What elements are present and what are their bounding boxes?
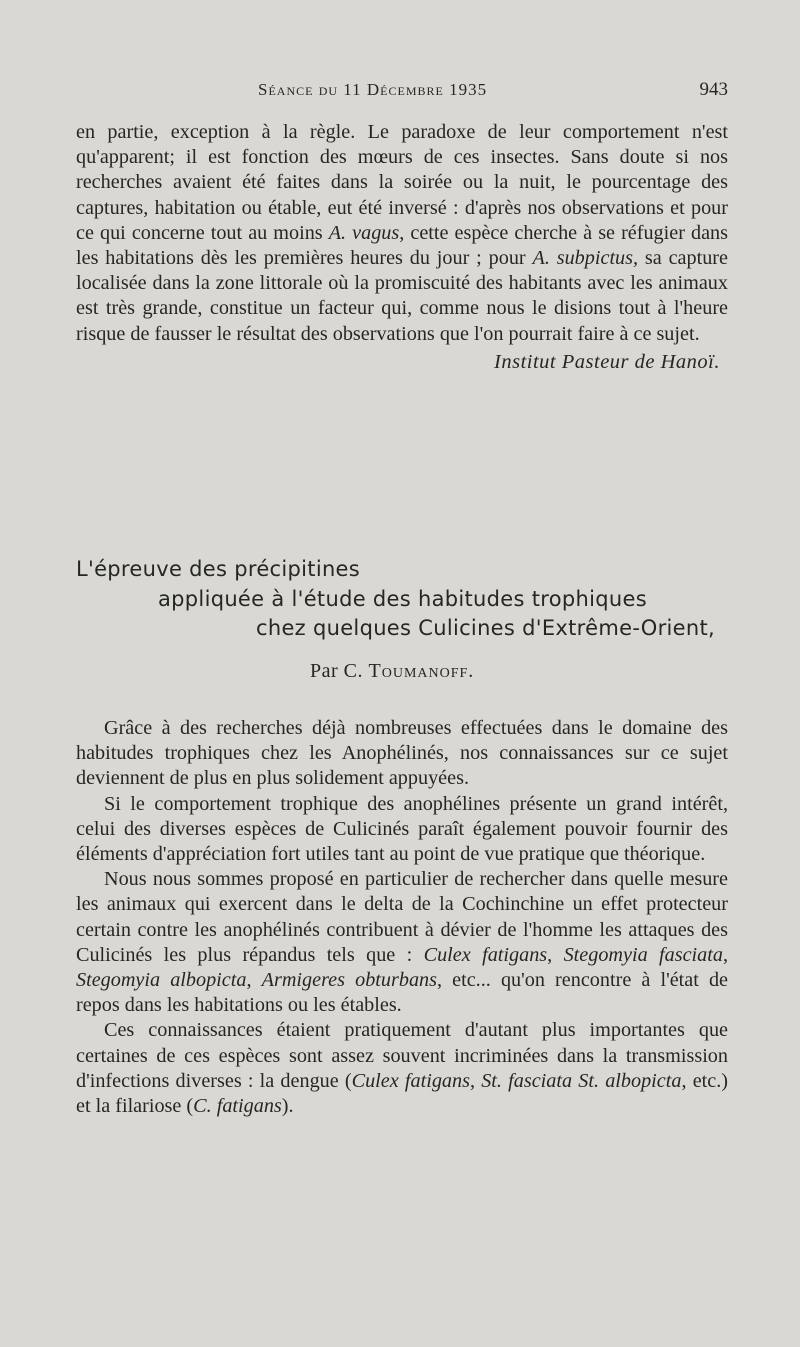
species-name: A. subpictus,	[532, 247, 639, 270]
author-name: Toumanoff.	[368, 660, 475, 682]
species-name: Armigeres obturbans	[261, 969, 437, 992]
species-name: St. fasciata St. albopicta	[481, 1069, 682, 1092]
article2-paragraph-3: Nous nous sommes proposé en particulier de rechercher dans quelle mesure les animaux qui exercent dans le delta de la Cochinchine un effet protecteur certain contre les anophélinés contribuent à dévier de l'homme les attaques des Culicinés les plus répandus tels que : Culex fatigans, Stegomyia fasciata, Stegomyia albopicta, Armigeres obturbans, etc... qu'on rencontre à l'état de repos dans les habitations ou les étables.	[76, 868, 729, 1017]
page-number: 943	[699, 79, 728, 100]
species-name: C. fatigans	[193, 1095, 282, 1118]
article2-body	[76, 716, 728, 1119]
species-name: Culex fatigans	[351, 1069, 470, 1092]
article2-paragraph-2: Si le comportement trophique des anophélines présente un grand intérêt, celui des diverses espèces de Culicinés paraît également pouvoir fournir des éléments d'appréciation fort utiles tant au point de vue pratique que théorique.	[76, 792, 728, 866]
author-byline: Par C. Toumanoff.	[310, 660, 475, 682]
running-head: Séance du 11 Décembre 1935	[258, 80, 488, 99]
species-name: Stegomyia fasciata	[563, 943, 723, 966]
article1-body	[76, 120, 728, 374]
article1-paragraph: en partie, exception à la règle. Le paradoxe de leur comportement n'est qu'apparent; il est fonction des mœurs de ces insectes. Sans doute si nos recherches avaient été faites dans la soirée ou la nuit, le pourcentage des captures, habitation ou étable, eut été inversé : d'après nos observations et pour ce qui concerne tout au moins A. vagus, cette espèce cherche à se réfugier dans les habitations dès les premières heures du jour ; pour A. subpictus, sa capture localisée dans la zone littorale où la promiscuité des habitants avec les animaux est très grande, constitue un facteur qui, comme nous le disions tout à l'heure risque de fausser le résultat des observations que l'on pourrait faire à ce sujet.	[76, 121, 729, 345]
species-name: Culex fatigans	[423, 943, 548, 966]
institution-signature: Institut Pasteur de Hanoï.	[494, 350, 720, 373]
species-name: Stegomyia albopicta	[76, 969, 247, 992]
title-line-3: chez quelques Culicines d'Extrême-Orient,	[256, 616, 716, 640]
article2-paragraph-1: Grâce à des recherches déjà nombreuses effectuées dans le domaine des habitudes trophiques chez les Anophélinés, nos connaissances sur ce sujet deviennent de plus en plus solidement appuyées.	[76, 717, 728, 790]
article-title	[76, 555, 736, 644]
species-name: A. vagus	[328, 221, 400, 244]
title-line-1: L'épreuve des précipitines	[76, 557, 361, 581]
page-header	[76, 76, 728, 106]
article2-paragraph-4: Ces connaissances étaient pratiquement d'autant plus importantes que certaines de ces espèces sont assez souvent incriminées dans la transmission d'infections diverses : la dengue (Culex fatigans, St. fasciata St. albopicta, etc.) et la filariose (C. fatigans).	[76, 1019, 728, 1118]
title-line-2: appliquée à l'étude des habitudes trophiques	[158, 586, 647, 611]
